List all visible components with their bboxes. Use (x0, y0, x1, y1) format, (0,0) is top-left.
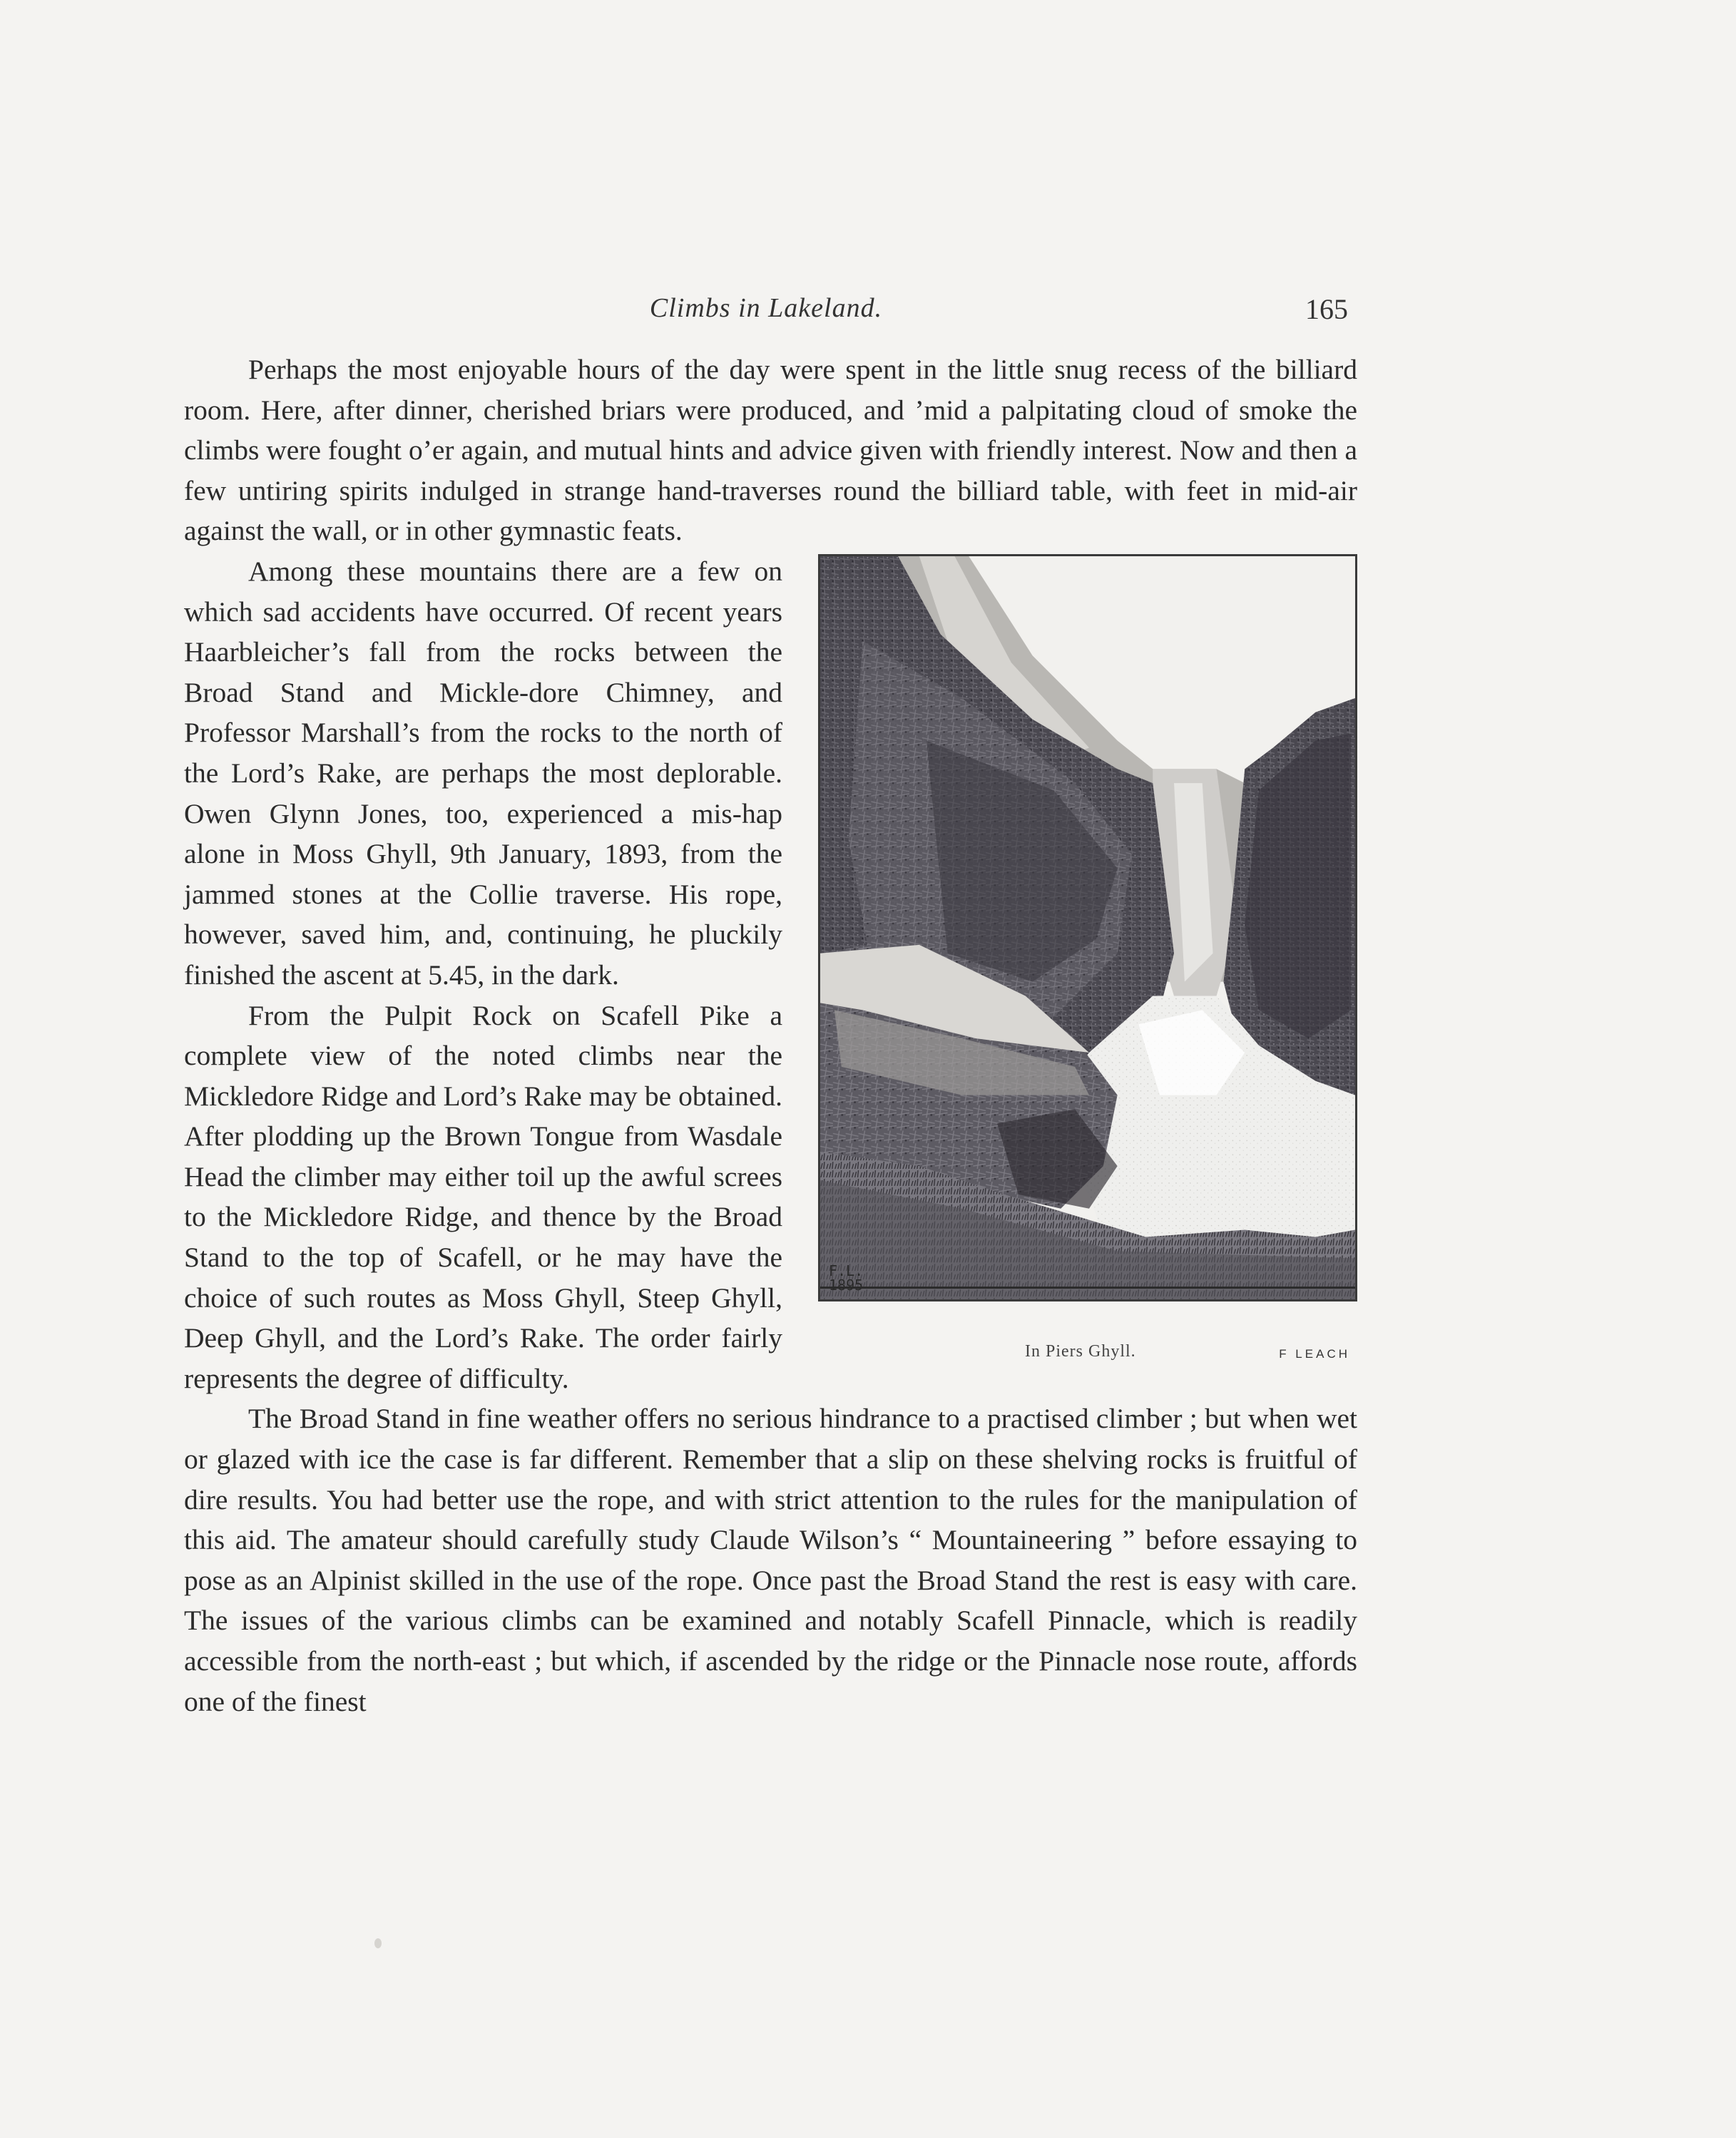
page-number: 165 (1305, 293, 1348, 325)
signature-year: 1895 (829, 1276, 864, 1294)
running-title: Climbs in Lakeland. (649, 293, 883, 323)
photo-piers-ghyll (818, 554, 1357, 1301)
paragraph-billiard-room: Perhaps the most enjoyable hours of the day were spent in the little snug recess of the billiard room. Here, after dinner, cherished briars were produced, and ’mid a palpitating cloud of smoke the climbs were fought o’er again, and mutual hints and advice given with friendly interest. Now and then a few untiring spirits indulged in strange hand-traverses round the billiard table, with feet in mid-air against the wall, or in other gymnastic feats. (184, 354, 1357, 547)
figure-credit: F LEACH (1279, 1346, 1350, 1361)
figure-caption: In Piers Ghyll. (1025, 1341, 1136, 1361)
page-header (184, 292, 1348, 335)
figure-piers-ghyll (811, 554, 1357, 1361)
body-text (184, 349, 1357, 1722)
paragraph-broad-stand: The Broad Stand in fine weather offers no serious hindrance to a practised climber ; but when wet or glazed with ice the case is far different. Remember that a slip on these shelving rocks is fruitful of dire results. You had better use the rope, and with strict attention to the rules for the manipulation of this aid. The amateur should carefully study Claude Wilson’s “ Mountaineering ” before essaying to pose as an Alpinist skilled in the use of the rope. Once past the Broad Stand the rest is easy with care. The issues of the various climbs can be examined and notably Scafell Pinnacle, which is readily accessible from the north-east ; but which, if ascended by the ridge or the Pinnacle nose route, affords one of the finest (184, 1403, 1357, 1717)
paragraph-accidents: Among these mountains there are a few on which sad accidents have occurred. Of recent years Haarbleicher’s fall from the rocks between the Broad Stand and Mickle-dore Chimney, and Professor Marshall’s from the rocks to the north of the Lord’s Rake, are perhaps the most deplorable. Owen Glynn Jones, too, experienced a mis-hap alone in Moss Ghyll, 9th January, 1893, from the jammed stones at the Collie traverse. His rope, however, saved him, and, continuing, he pluckily finished the ascent at 5.45, in the dark. (184, 555, 782, 991)
paragraph-pulpit-rock: From the Pulpit Rock on Scafell Pike a complete view of the noted climbs near the Mickledore Ridge and Lord’s Rake may be obtained. After plodding up the Brown Tongue from Wasdale Head the climber may either toil up the awful screes to the Mickledore Ridge, and thence by the Broad Stand to the top of Scafell, or he may have the choice of such routes as Moss Ghyll, Steep Ghyll, Deep Ghyll, and the Lord’s Rake. The order fairly represents the degree of difficulty. (184, 999, 782, 1394)
signature-initials: F.L. (829, 1262, 864, 1279)
figure-caption-row (818, 1331, 1357, 1360)
paper-speck (374, 1938, 382, 1948)
ravine-illustration (820, 556, 1355, 1299)
photo-signature (829, 1264, 863, 1292)
